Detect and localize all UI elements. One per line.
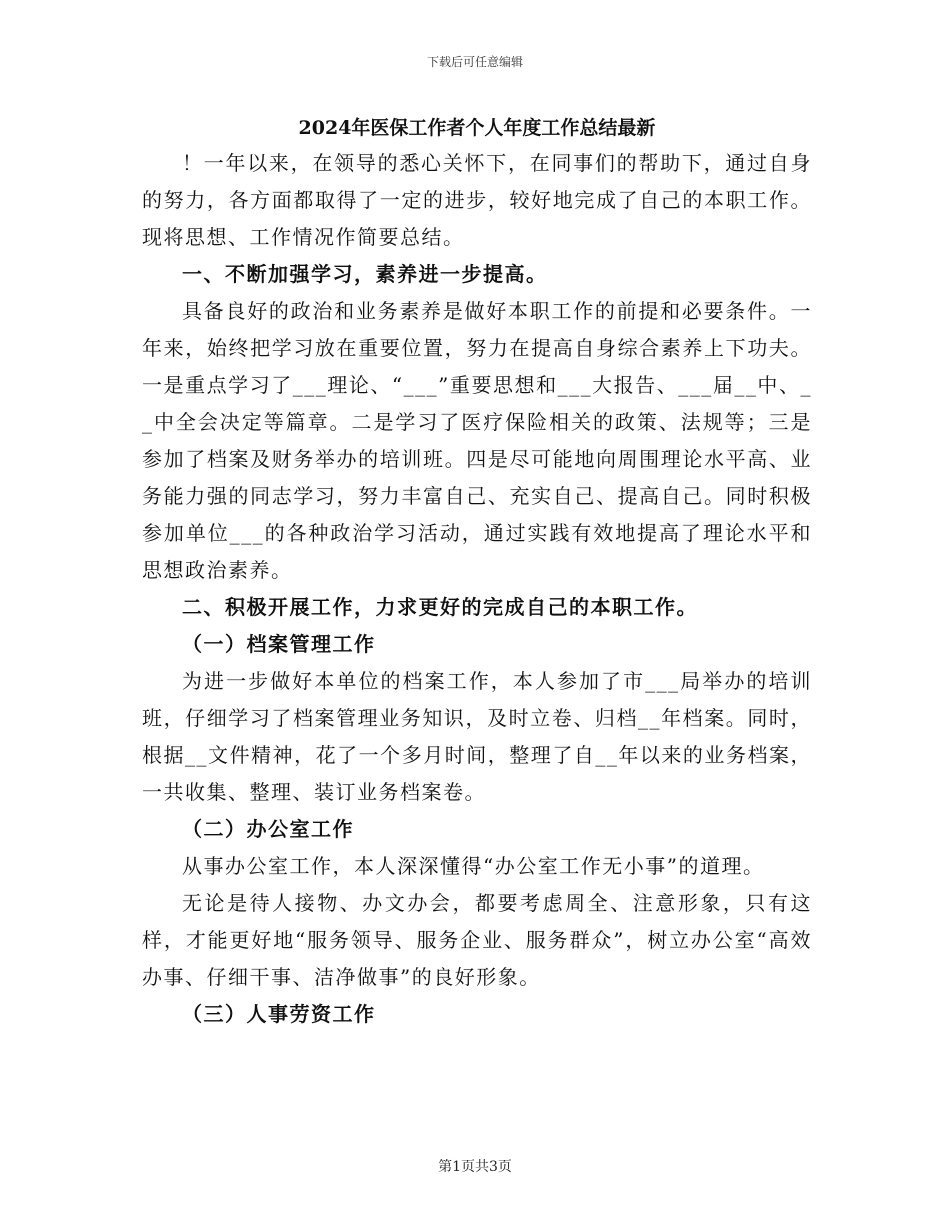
header-note: 下载后可任意编辑 xyxy=(426,55,523,69)
subsection-heading-archives: （一）档案管理工作 xyxy=(182,632,376,656)
archives-paragraph: 为进一步做好本单位的档案工作，本人参加了市___局举办的培训班，仔细学习了档案管理业务知识，及时立卷、归档__年档案。同时，根据__文件精神，花了一个多月时间，整理了自__年以来的业务档案，一共收集、整理、装订业务档案卷。 xyxy=(142,669,812,804)
section-heading-2: 二、积极开展工作，力求更好的完成自己的本职工作。 xyxy=(182,595,698,619)
section-1-paragraph: 具备良好的政治和业务素养是做好本职工作的前提和必要条件。一年来，始终把学习放在重要位置，努力在提高自身综合素养上下功夫。一是重点学习了___理论、“___”重要思想和___大报告、___届__中、__中全会决定等篇章。二是学习了医疗保险相关的政策、法规等；三是参加了档案及财务举办的培训班。四是尽可能地向周围理论水平高、业务能力强的同志学习，努力丰富自己、充实自己、提高自己。同时积极参加单位___的各种政治学习活动，通过实践有效地提高了理论水平和思想政治素养。 xyxy=(142,299,812,582)
page-number: 第1页共3页 xyxy=(438,1159,512,1175)
office-paragraph-1: 从事办公室工作，本人深深懂得“办公室工作无小事”的道理。 xyxy=(182,854,765,878)
section-heading-1: 一、不断加强学习，素养进一步提高。 xyxy=(182,262,548,286)
document-title: 2024年医保工作者个人年度工作总结最新 xyxy=(298,117,656,139)
document-body xyxy=(142,112,812,1033)
office-paragraph-2: 无论是待人接物、办文办会，都要考虑周全、注意形象，只有这样，才能更好地“服务领导、服务企业、服务群众”，树立办公室“高效办事、仔细干事、洁净做事”的良好形象。 xyxy=(142,891,812,989)
intro-paragraph: ！一年以来，在领导的悉心关怀下，在同事们的帮助下，通过自身的努力，各方面都取得了一定的进步，较好地完成了自己的本职工作。现将思想、工作情况作简要总结。 xyxy=(142,151,812,249)
subsection-heading-office: （二）办公室工作 xyxy=(182,817,354,841)
subsection-heading-personnel: （三）人事劳资工作 xyxy=(182,1002,376,1026)
